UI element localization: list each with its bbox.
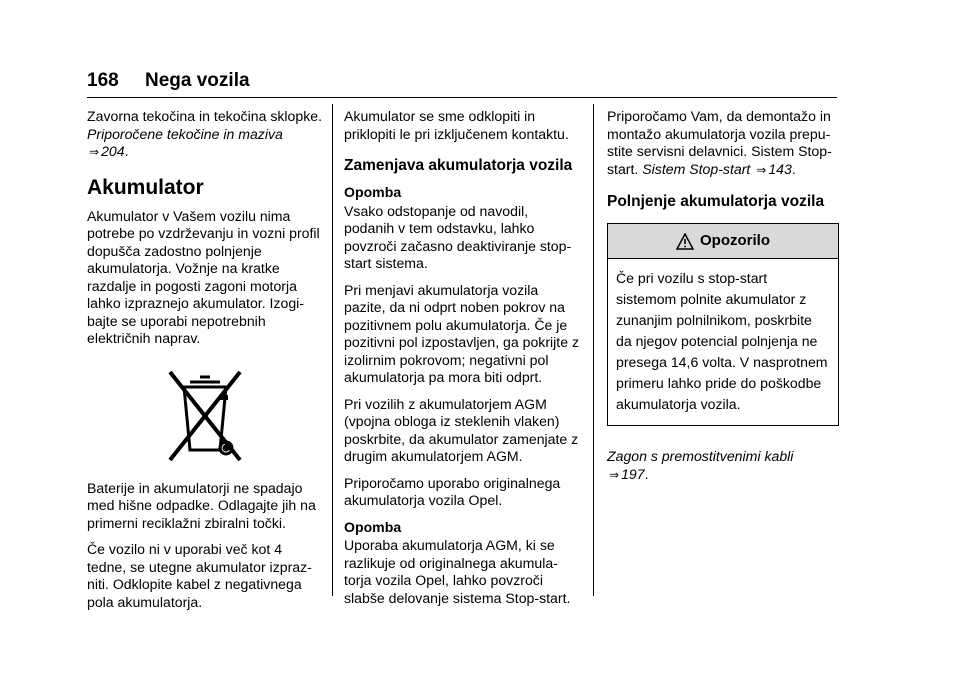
crossed-out-bin-icon [164, 368, 246, 464]
page-ref-arrow-icon: ⇒ [756, 162, 767, 177]
column-divider-2 [593, 104, 594, 596]
disconnect-paragraph: Akumulator se sme odklopiti in priklopiti le pri izključenem kontaktu. [344, 108, 569, 142]
note-text-2: Uporaba akumulatorja AGM, ki se razlikuje od originalnega akumula-torja vozila Opel, lahko povzroči slabše delovanje sistema Stop-start. [344, 537, 571, 606]
jump-start-link[interactable]: Zagon s premostitvenimi kabli [607, 448, 794, 464]
intro-text: Zavorna tekočina in tekočina sklopke. [87, 108, 323, 124]
fluids-link[interactable]: Priporočene tekočine in maziva [87, 125, 283, 142]
recycling-image [87, 368, 323, 464]
page-header [87, 68, 837, 96]
column-1 [87, 108, 323, 620]
battery-paragraph-2: Baterije in akumulatorji ne spadajo med hišne odpadke. Odlagajte jih na primerni reciklažni zbiralni točki. [87, 479, 316, 531]
warning-triangle-icon [676, 233, 694, 250]
workshop-paragraph: Priporočamo Vam, da demontažo in montažo akumulatorja vozila prepu-stite servisni delavnici. Sistem Stop-start. Sistem Stop-start ⇒ 143. [607, 108, 832, 177]
section-heading-charging: Polnjenje akumulatorja vozila [607, 193, 825, 210]
page-ref-arrow-icon: ⇒ [609, 467, 620, 482]
intro-paragraph: Zavorna tekočina in tekočina sklopke. Priporočene tekočine in maziva ⇒ 204. [87, 108, 323, 159]
note-title-1: Opomba [344, 184, 402, 200]
battery-paragraph-1: Akumulator v Vašem vozilu nima potrebe po vzdrževanju in vozni profil dopušča zadostno polnjenje akumulatorja. Vožnje na kratke razdalje in pogosti zagoni motorja lahko izpraznejo akumulator. Izogi-bajte se uporabi nepotrebnih električnih naprav. [87, 207, 320, 346]
section-heading-replacement: Zamenjava akumulatorja vozila [344, 157, 573, 174]
chapter-title: Nega vozila [145, 70, 250, 91]
replacement-paragraph-3: Priporočamo uporabo originalnega akumulatorja vozila Opel. [344, 474, 561, 508]
column-3 [607, 108, 843, 493]
battery-paragraph-3: Če vozilo ni v uporabi več kot 4 tedne, se utegne akumulator izpraz-niti. Odklopite kabel z negativnega pola akumulatorja. [87, 541, 312, 610]
note-text-1: Vsako odstopanje od navodil, podanih v tem odstavku, lahko povzroči začasno deaktiviranje stop-start sistema. [344, 202, 572, 271]
workshop-text: Priporočamo Vam, da demontažo in montažo akumulatorja vozila prepu-stite servisni delavnici. Sistem Stop-start. [607, 108, 832, 177]
section-heading-battery: Akumulator [87, 175, 204, 199]
header-rule [87, 97, 837, 98]
jump-start-page-ref[interactable]: 197 [621, 465, 645, 482]
fluids-page-ref[interactable]: 204 [101, 143, 125, 159]
warning-title: Opozorilo [700, 232, 770, 250]
note-title-2: Opomba [344, 518, 402, 535]
page-ref-arrow-icon: ⇒ [89, 145, 100, 159]
stop-start-page-ref[interactable]: 143 [768, 160, 792, 177]
replacement-paragraph-1: Pri menjavi akumulatorja vozila pazite, da ni odprt noben pokrov na pozitivnem polu akumulatorja. Če je pozitivni pol izpostavljen, ga pokrijte z izolirnim pokrovom; negativni pol akumulatorja pa mora biti odprt. [344, 281, 580, 385]
column-divider-1 [332, 104, 333, 596]
column-2 [344, 108, 580, 616]
stop-start-link[interactable]: Sistem Stop-start [642, 160, 751, 177]
jump-start-reference: Zagon s premostitvenimi kabli ⇒ 197. [607, 448, 794, 482]
warning-header [608, 224, 838, 259]
replacement-paragraph-2: Pri vozilih z akumulatorjem AGM (vpojna obloga iz steklenih vlaken) poskrbite, da akumulator zamenjate z drugim akumulatorjem AGM. [344, 395, 579, 464]
warning-text: Če pri vozilu s stop-start sistemom polnite akumulator z zunanjim polnilnikom, poskrbite da njegov potencial polnjenja ne presega 14,6 volta. V nasprotnem primeru lahko pride do poškodbe akumulatorja vozila. [616, 270, 828, 412]
warning-box [607, 223, 839, 426]
page-number: 168 [87, 70, 119, 91]
